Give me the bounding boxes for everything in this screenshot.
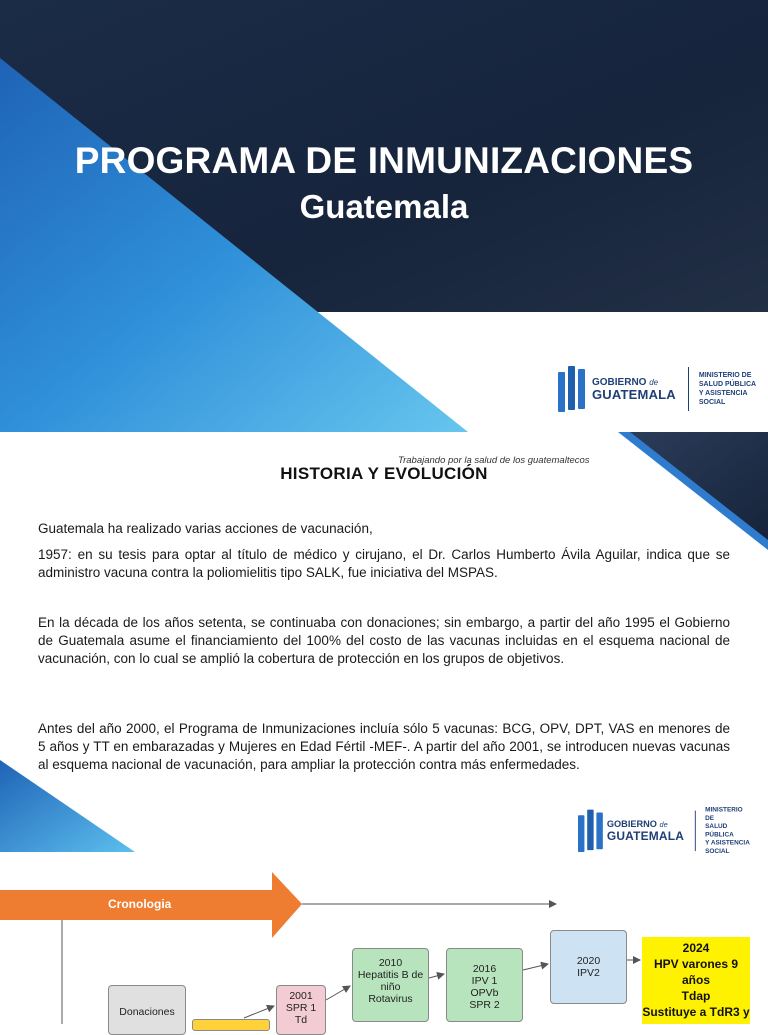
paragraph-1957: 1957: en su tesis para optar al título de médico y cirujano, el Dr. Carlos Humberto Ávila Aguilar, indica que se administro vacuna contra la poliomielitis tipo SALK, fue iniciativa del MSPAS. [38,547,730,580]
box-donaciones: Donaciones [108,985,186,1035]
box-2001: 2001 SPR 1 Td [276,985,326,1035]
guatemala-flag-icon [558,366,586,412]
cover-slide [0,0,768,432]
intro-paragraph: Guatemala ha realizado varias acciones de vacunación, [38,521,373,536]
government-logo [558,366,756,412]
box-partial-yellow [192,1019,270,1031]
cover-title: PROGRAMA DE INMUNIZACIONES [74,140,694,181]
ministerio-wordmark: MINISTERIO DE SALUD PÚBLICA Y ASISTENCIA SOCIAL [698,372,757,406]
logo-divider [695,811,696,851]
paragraph-decada: En la década de los años setenta, se continuaba con donaciones; sin embargo, a partir del año 1995 el Gobierno de Guatemala asume el financiamiento del 100% del costo de las vacunas incluidas en el esquema nacional de vacunación, con lo cual se amplió la cobertura de protección en los grupos de objetivos. [38,615,730,666]
gobierno-wordmark: GOBIERNO de GUATEMALA [592,376,676,402]
ministerio-wordmark: MINISTERIO DE SALUD PÚBLICA Y ASISTENCIA SOCIAL [705,806,750,855]
tagline: Trabajando por la salud de los guatemaltecos [398,455,590,466]
paragraph-antes-2000: Antes del año 2000, el Programa de Inmunizaciones incluía sólo 5 vacunas: BCG, OPV, DPT, VAS en menores de 5 años y TT en embarazadas y Mujeres en Edad Fértil -MEF-. A partir del año 2001, se introducen nuevas vacunas al esquema nacional de vacunación, para ampliar la protección contra más enfermedades. [38,721,730,772]
gobierno-wordmark: GOBIERNO de GUATEMALA [606,819,685,843]
government-logo-secondary [578,806,753,856]
logo-divider [688,367,689,411]
box-2024: 2024 HPV varones 9 años Tdap Sustituye a TdR3 y [642,937,750,1024]
box-2020: 2020 IPV2 [550,930,627,1004]
box-2016: 2016 IPV 1 OPVb SPR 2 [446,948,523,1022]
box-2010: 2010 Hepatitis B de niño Rotavirus [352,948,429,1022]
guatemala-flag-icon [578,810,601,852]
cronologia-label: Cronologia [108,897,172,911]
cover-subtitle: Guatemala [299,188,469,225]
section-heading: HISTORIA Y EVOLUCIÓN [280,464,488,483]
